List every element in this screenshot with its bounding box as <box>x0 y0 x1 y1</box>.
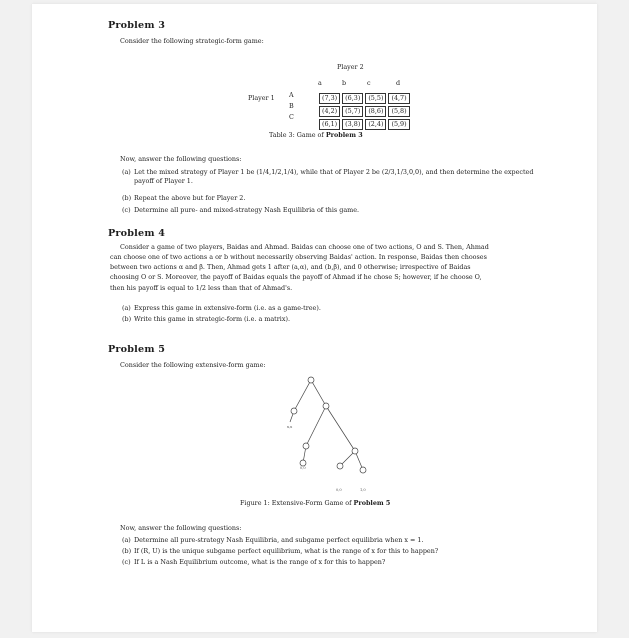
payoff-cell: (5,7) <box>342 106 363 117</box>
payoff-label: 0,0 <box>336 488 342 492</box>
question-text: Determine all pure- and mixed-strategy Nash Equilibria of this game. <box>134 206 360 214</box>
problem-3-intro: Consider the following strategic-form game: <box>120 37 264 45</box>
problem-4-line: choosing O or S. Moreover, the payoff of Baidas equals the payoff of Ahmad if he chose S; however, if he choose O, <box>110 273 482 281</box>
figure-caption <box>240 499 390 507</box>
problem-3-questions-intro: Now, answer the following questions: <box>120 155 242 163</box>
player-2-label: Player 2 <box>337 63 364 71</box>
payoff-cell: (5,9) <box>388 119 409 130</box>
payoff-label: x,x <box>287 425 293 429</box>
problem-3-heading: Problem 3 <box>108 20 166 31</box>
row-label-a: A <box>289 91 294 99</box>
question-5b <box>122 547 548 556</box>
problem-4-heading: Problem 4 <box>108 228 166 239</box>
column-label-d: d <box>396 79 401 87</box>
column-label-c: c <box>367 79 371 87</box>
question-label: (b) <box>122 194 132 202</box>
payoff-cell: (8,6) <box>365 106 386 117</box>
tree-edge <box>311 380 326 406</box>
payoff-cell: (4,7) <box>388 93 409 104</box>
question-label: (b) <box>122 315 132 323</box>
row-label-b: B <box>289 102 294 110</box>
question-text: If (R, U) is the unique subgame perfect equilibrium, what is the range of x for this to happen? <box>134 547 439 555</box>
terminal-node <box>360 467 366 473</box>
problem-4-line: then his payoff is equal to 1/2 less than that of Ahmad's. <box>110 284 293 292</box>
decision-node <box>308 377 314 383</box>
tree-edge <box>294 380 311 411</box>
question-label: (c) <box>122 206 131 214</box>
problem-4-line: can choose one of two actions a or b without necessarily observing Baidas' action. In response, Baidas then chooses <box>110 253 487 261</box>
problem-4-line: between two actions α and β. Then, Ahmad gets 1 after (a,α), and (b,β), and 0 otherwise; irrespective of Baidas <box>110 263 471 271</box>
payoff-cell: (4,2) <box>319 106 340 117</box>
payoff-label: 0,0 <box>300 466 306 470</box>
problem-5-questions-intro: Now, answer the following questions: <box>120 524 242 532</box>
problem-5-intro: Consider the following extensive-form game: <box>120 361 266 369</box>
question-5a <box>122 536 548 545</box>
table-caption-prefix: Table 3: Game of <box>269 131 326 139</box>
payoff-cell: (6,1) <box>319 119 340 130</box>
payoff-cell: (5,8) <box>388 106 409 117</box>
question-label: (b) <box>122 547 132 555</box>
tree-edge <box>306 406 326 446</box>
question-label: (a) <box>122 536 131 544</box>
row-label-c: C <box>289 113 294 121</box>
question-label: (a) <box>122 304 131 312</box>
problem-4-line: Consider a game of two players, Baidas and Ahmad. Baidas can choose one of two actions, O and S. Then, Ahmad <box>120 243 489 251</box>
question-text: Write this game in strategic-form (i.e. a matrix). <box>134 315 290 323</box>
decision-node <box>303 443 309 449</box>
player-1-label: Player 1 <box>248 94 275 102</box>
question-5c <box>122 558 548 567</box>
table-caption-ref: Problem 3 <box>325 131 363 139</box>
question-text: Determine all pure-strategy Nash Equilibria, and subgame perfect equilibria when x = 1. <box>134 536 424 544</box>
payoff-cell: (5,5) <box>365 93 386 104</box>
column-label-a: a <box>318 79 322 87</box>
payoff-cell: (6,3) <box>342 93 363 104</box>
question-label: (c) <box>122 558 131 566</box>
column-label-b: b <box>342 79 347 87</box>
question-text: Let the mixed strategy of Player 1 be (1/4,1/2,1/4), while that of Player 2 be (2/3,1/3,0,0), and then determine the expected payoff of Player 1. <box>134 168 534 185</box>
question-text: Express this game in extensive-form (i.e. as a game-tree). <box>134 304 321 312</box>
terminal-node <box>337 463 343 469</box>
figure-caption-prefix: Figure 1: Extensive-Form Game of <box>240 499 354 507</box>
question-text: Repeat the above but for Player 2. <box>134 194 246 202</box>
tree-edge <box>326 406 355 451</box>
problem-5-heading: Problem 5 <box>108 344 166 355</box>
document-page <box>32 4 597 632</box>
figure-caption-ref: Problem 5 <box>353 499 391 507</box>
decision-node <box>323 403 329 409</box>
question-label: (a) <box>122 168 131 176</box>
decision-node <box>352 448 358 454</box>
payoff-cell: (2,4) <box>365 119 386 130</box>
payoff-label: 1,0 <box>360 488 366 492</box>
payoff-cell: (7,3) <box>319 93 340 104</box>
payoff-cell: (3,8) <box>342 119 363 130</box>
decision-node <box>291 408 297 414</box>
question-text: If L is a Nash Equilibrium outcome, what is the range of x for this to happen? <box>134 558 386 566</box>
